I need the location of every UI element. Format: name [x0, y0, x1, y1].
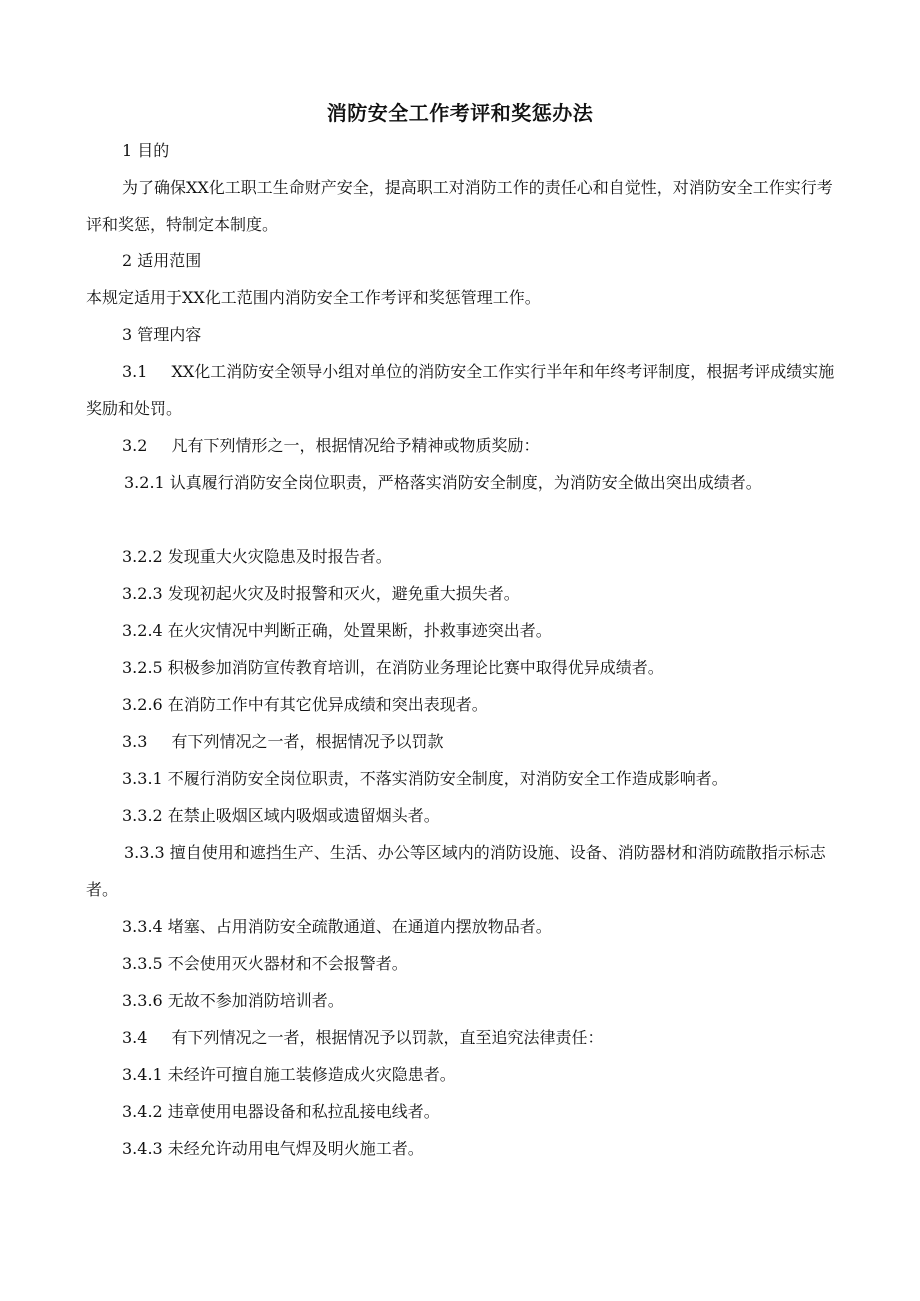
clause-3-1 [86, 353, 836, 427]
section-2-heading: 2 适用范围 [122, 251, 202, 270]
clause-3-3-6: 3.3.6 无故不参加消防培训者。 [122, 991, 344, 1010]
clause-3-3 [86, 723, 872, 760]
document-title: 消防安全工作考评和奖惩办法 [326, 101, 594, 125]
clause-3-4-2: 3.4.2 违章使用电器设备和私拉乱接电线者。 [122, 1102, 440, 1121]
section-1-heading: 1 目的 [122, 141, 170, 160]
clause-3-2-3: 3.2.3 发现初起火灾及时报警和灭火，避免重大损失者。 [122, 584, 520, 603]
section-3-heading: 3 管理内容 [122, 325, 202, 344]
clause-3-1-text: XX化工消防安全领导小组对单位的消防安全工作实行半年和年终考评制度，根据考评成绩实施奖励和处罚。 [86, 362, 835, 418]
clause-3-4-text: 有下列情况之一者，根据情况予以罚款，直至追究法律责任： [171, 1028, 604, 1047]
clause-3-3-2: 3.3.2 在禁止吸烟区域内吸烟或遗留烟头者。 [122, 806, 440, 825]
clause-3-3-number: 3.3 [122, 732, 148, 751]
clause-3-3-4: 3.3.4 堵塞、占用消防安全疏散通道、在通道内摆放物品者。 [122, 917, 552, 936]
clause-3-2-6: 3.2.6 在消防工作中有其它优异成绩和突出表现者。 [122, 695, 488, 714]
clause-3-4-3: 3.4.3 未经允许动用电气焊及明火施工者。 [122, 1139, 424, 1158]
clause-3-2-4: 3.2.4 在火灾情况中判断正确，处置果断，扑救事迹突出者。 [122, 621, 552, 640]
clause-3-2-2: 3.2.2 发现重大火灾隐患及时报告者。 [122, 547, 392, 566]
clause-3-3-3: 3.3.3 擅自使用和遮挡生产、生活、办公等区域内的消防设施、设备、消防器材和消防疏散指示标志者。 [86, 843, 826, 899]
clause-3-2 [86, 427, 872, 464]
section-2-body: 本规定适用于XX化工范围内消防安全工作考评和奖惩管理工作。 [86, 288, 541, 307]
clause-3-2-5: 3.2.5 积极参加消防宣传教育培训，在消防业务理论比赛中取得优异成绩者。 [122, 658, 664, 677]
clause-3-4-1: 3.4.1 未经许可擅自施工装修造成火灾隐患者。 [122, 1065, 456, 1084]
clause-3-4 [86, 1019, 872, 1056]
clause-3-1-number: 3.1 [122, 362, 148, 381]
clause-3-3-1: 3.3.1 不履行消防安全岗位职责，不落实消防安全制度，对消防安全工作造成影响者。 [122, 769, 728, 788]
clause-3-2-1: 3.2.1 认真履行消防安全岗位职责，严格落实消防安全制度，为消防安全做出突出成绩者。 [124, 473, 762, 492]
clause-3-3-5: 3.3.5 不会使用灭火器材和不会报警者。 [122, 954, 408, 973]
clause-3-3-text: 有下列情况之一者，根据情况予以罚款 [171, 732, 444, 751]
section-1-body: 为了确保XX化工职工生命财产安全，提高职工对消防工作的责任心和自觉性，对消防安全工作实行考评和奖惩，特制定本制度。 [86, 178, 833, 234]
clause-3-2-text: 凡有下列情形之一，根据情况给予精神或物质奖励： [171, 436, 540, 455]
clause-3-2-number: 3.2 [122, 436, 148, 455]
clause-3-4-number: 3.4 [122, 1028, 148, 1047]
